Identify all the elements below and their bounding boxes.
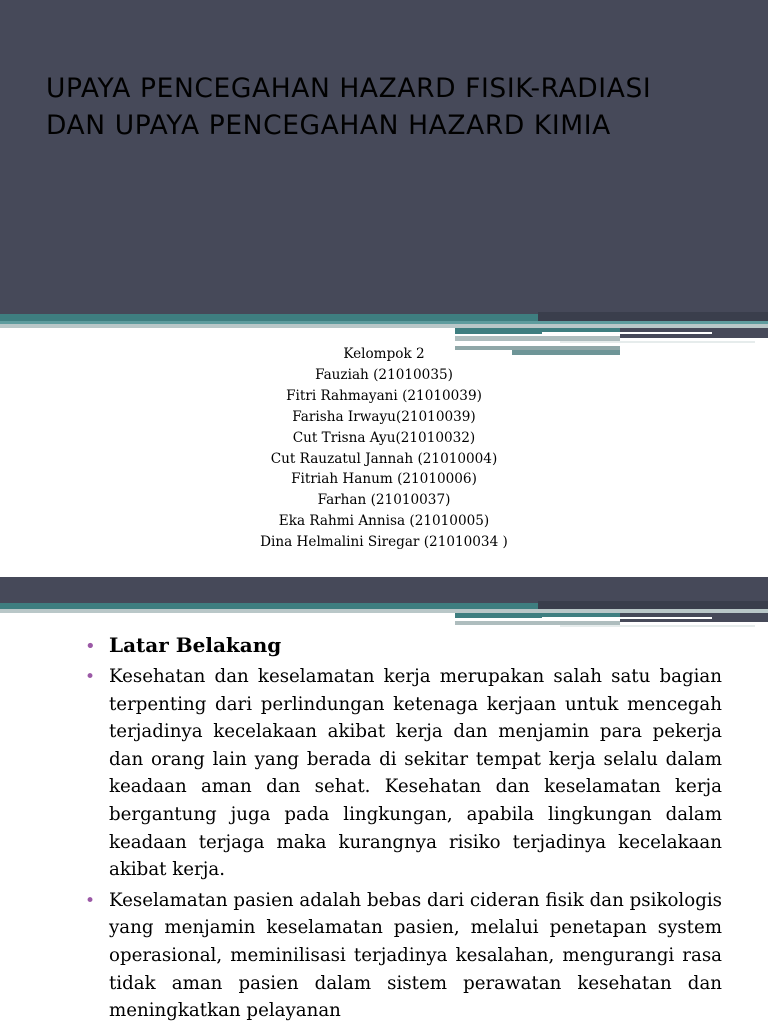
member-item: Eka Rahmi Annisa (21010005) bbox=[278, 513, 490, 530]
section-heading: Latar Belakang bbox=[109, 633, 282, 657]
member-item: Fauziah (21010035) bbox=[315, 366, 453, 383]
group-name: Kelompok 2 bbox=[343, 346, 425, 362]
bullet-dot-icon: • bbox=[85, 890, 96, 911]
decor-stripe-white-1 bbox=[542, 617, 712, 619]
member-item: Cut Trisna Ayu(21010032) bbox=[292, 429, 476, 446]
title-band bbox=[0, 0, 768, 314]
paragraph-text: Keselamatan pasien adalah bebas dari cideran fisik dan psikologis yang menjamin keselamatan pasien, melalui penetapan system operasional, meminilisasi terjadinya kesalahan, mengurangi rasa tidak aman pasien dalam sistem perawatan kesehatan dan meningkatkan pelayanan bbox=[109, 889, 722, 1022]
member-item: Farisha Irwayu(21010039) bbox=[292, 408, 476, 425]
slide-title bbox=[46, 70, 756, 144]
bullet-heading bbox=[84, 632, 722, 659]
bullet-dot-icon: • bbox=[85, 636, 96, 657]
member-item: Dina Helmalini Siregar (21010034 ) bbox=[260, 534, 508, 551]
bullet-dot-icon: • bbox=[85, 667, 96, 687]
bullet-paragraph bbox=[84, 663, 722, 884]
decor-stripe-white-2 bbox=[560, 625, 755, 627]
header-band bbox=[0, 577, 768, 603]
title-line-1: UPAYA PENCEGAHAN HAZARD FISIK-RADIASI bbox=[46, 73, 652, 104]
decor-stripe-white-2 bbox=[560, 341, 755, 343]
bullet-paragraph bbox=[84, 887, 722, 1024]
member-list bbox=[0, 344, 768, 553]
bullet-list bbox=[84, 632, 722, 1024]
title-line-2: DAN UPAYA PENCEGAHAN HAZARD KIMIA bbox=[46, 110, 611, 141]
member-item: Cut Rauzatul Jannah (21010004) bbox=[270, 450, 498, 467]
member-item: Fitriah Hanum (21010006) bbox=[291, 471, 477, 488]
content-slide bbox=[0, 577, 768, 1024]
member-item: Fitri Rahmayani (21010039) bbox=[286, 387, 482, 404]
decor-stripe-white-1 bbox=[542, 332, 712, 334]
member-item: Farhan (21010037) bbox=[317, 492, 451, 509]
paragraph-text: Kesehatan dan keselamatan kerja merupakan salah satu bagian terpenting dari perlindungan ketenaga kerjaan untuk mencegah terjadinya kecelakaan akibat kerja dan menjamin para pekerja dan orang lain yang berada di sekitar tempat kerja selalu dalam keadaan aman dan sehat. Kesehatan dan keselamatan kerja bergantung juga pada lingkungan, apabila lingkungan dalam keadaan terjaga maka kurangnya risiko terjadinya kecelakaan akibat kerja. bbox=[109, 666, 722, 881]
